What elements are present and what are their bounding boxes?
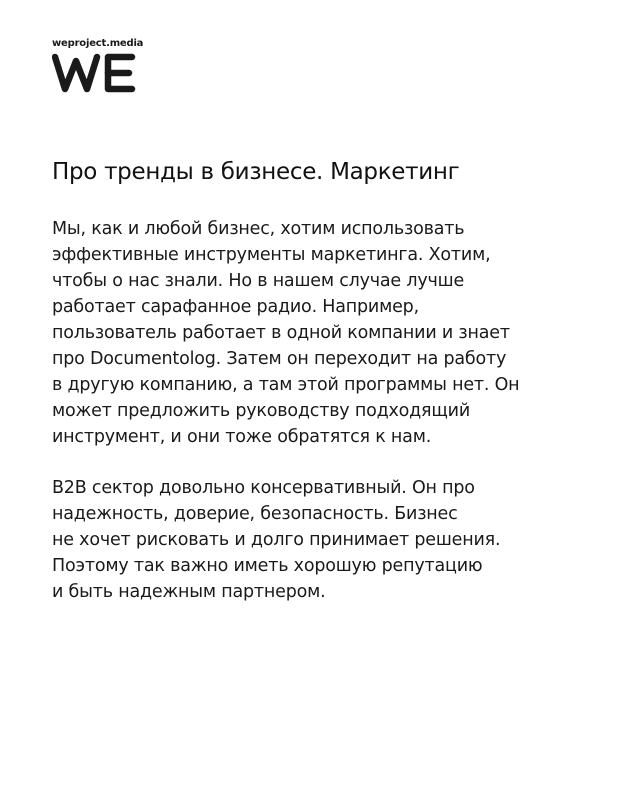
text-line: Поэтому так важно иметь хорошую репутацию [52, 556, 483, 576]
we-logo-mark [52, 52, 136, 94]
text-line: Мы, как и любой бизнес, хотим использовать [52, 219, 465, 239]
text-line: работает сарафанное радио. Например, [52, 297, 419, 317]
paragraph-1 [52, 216, 612, 450]
text-line: чтобы о нас знали. Но в нашем случае лучше [52, 271, 465, 291]
paragraph-2 [52, 475, 612, 605]
text-line: в другую компанию, а там этой программы нет. Он [52, 375, 520, 395]
page-title: Про тренды в бизнесе. Маркетинг [52, 159, 460, 185]
text-line: B2B сектор довольно консервативный. Он про [52, 478, 475, 498]
text-line: пользователь работает в одной компании и знает [52, 323, 510, 343]
text-line: может предложить руководству подходящий [52, 401, 470, 421]
logo-site-name: weproject.media [52, 38, 144, 49]
text-line: надежность, доверие, безопасность. Бизнес [52, 504, 458, 524]
article-body [52, 216, 612, 630]
text-line: не хочет рисковать и долго принимает решения. [52, 530, 501, 550]
text-line: инструмент, и они тоже обратятся к нам. [52, 427, 432, 447]
brand-logo [52, 38, 142, 94]
text-line: эффективные инструменты маркетинга. Хотим, [52, 245, 491, 265]
text-line: и быть надежным партнером. [52, 582, 326, 602]
text-line: про Documentolog. Затем он переходит на работу [52, 349, 507, 369]
